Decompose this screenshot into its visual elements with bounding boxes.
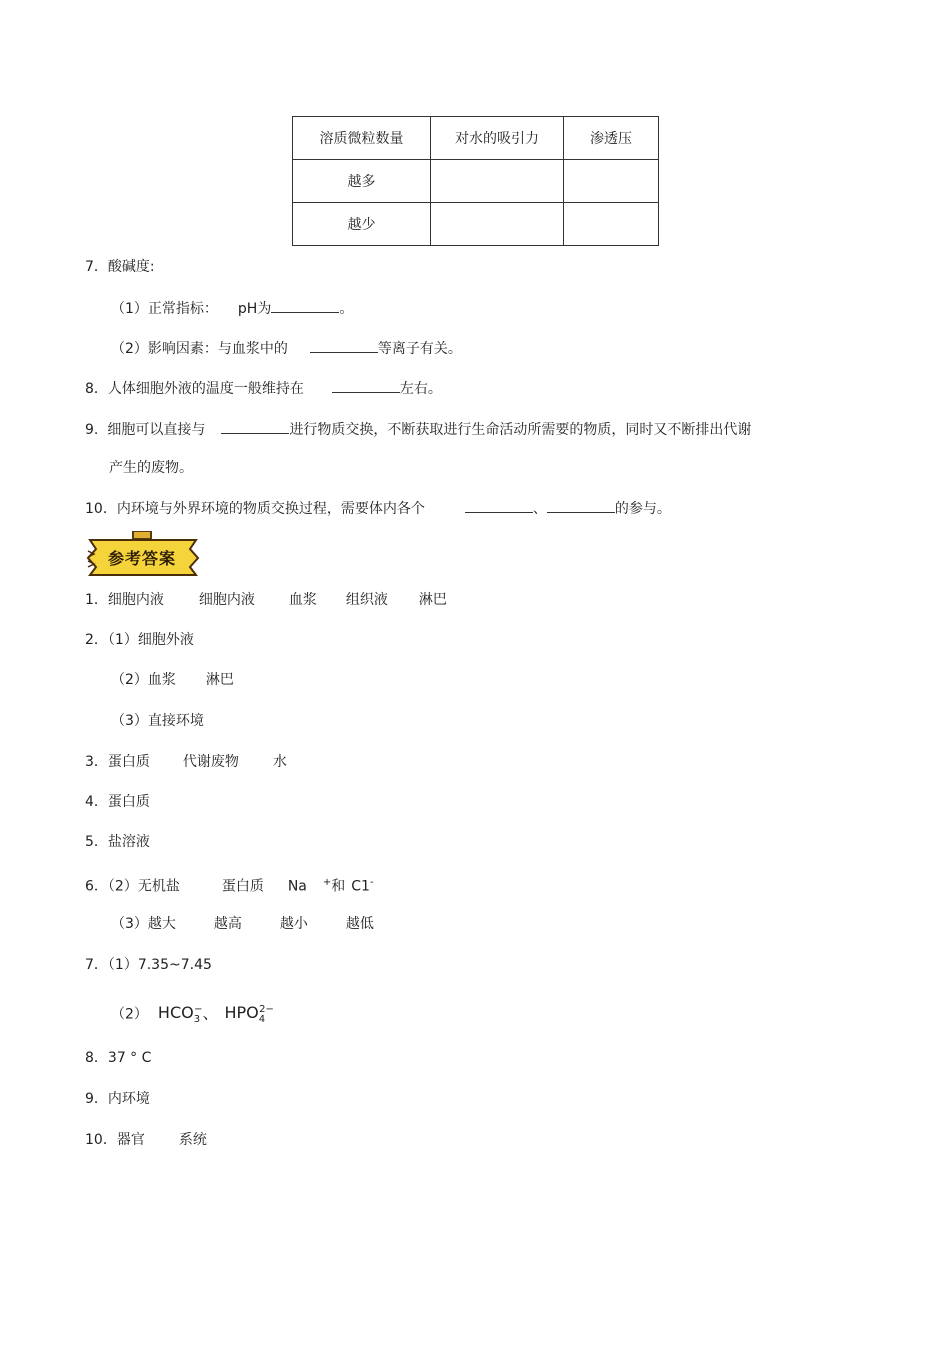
- question-text: 左右。: [399, 381, 442, 397]
- answer-text: （3）越大: [111, 916, 176, 932]
- answer-blank[interactable]: [221, 419, 289, 434]
- answer-text: 细胞内液: [198, 592, 255, 608]
- table-header-cell: 对水的吸引力: [431, 117, 564, 160]
- table-cell: [431, 160, 564, 203]
- answer-10: [85, 1130, 207, 1150]
- chem-text: HCO: [157, 1003, 194, 1023]
- answer-3: [85, 752, 287, 772]
- question-10: [85, 498, 671, 519]
- answer-2-2: [111, 670, 234, 690]
- answer-blank[interactable]: [271, 298, 339, 313]
- table-cell: 越多: [293, 160, 431, 203]
- question-text: 8．人体细胞外液的温度一般维持在: [85, 381, 304, 397]
- answer-4: 4．蛋白质: [85, 794, 150, 810]
- answer-text: 1．细胞内液: [85, 592, 164, 608]
- question-text: 进行物质交换，不断获取进行生命活动所需要的物质，同时又不断排出代谢: [289, 422, 752, 438]
- table-header-cell: 渗透压: [564, 117, 659, 160]
- answer-text: Na: [287, 878, 307, 895]
- answer-text: （2）: [111, 1006, 148, 1023]
- answer-6-3: [111, 914, 374, 934]
- answer-text: 淋巴: [205, 672, 234, 688]
- question-8: [85, 378, 442, 399]
- question-text: 等离子有关。: [377, 341, 462, 357]
- question-text: （1）正常指标：: [111, 301, 218, 317]
- question-7-1: [111, 298, 353, 319]
- answer-1: [85, 590, 447, 610]
- answer-text: 蛋白质: [221, 878, 264, 895]
- question-text: 。: [339, 301, 354, 317]
- question-9-line2: 产生的废物。: [109, 460, 193, 476]
- table-header-cell: 溶质微粒数量: [293, 117, 431, 160]
- answer-blank[interactable]: [310, 338, 378, 353]
- table-row: [293, 160, 659, 203]
- answer-text: 淋巴: [418, 592, 447, 608]
- chem-superscript: −: [194, 1004, 203, 1015]
- answer-blank[interactable]: [465, 498, 533, 513]
- chem-subscript: 3: [193, 1014, 201, 1026]
- chem-hpo4: [224, 1003, 274, 1026]
- table-cell: [564, 160, 659, 203]
- question-7-title: 7．酸碱度:: [85, 259, 155, 275]
- question-number: 9.: [85, 422, 99, 438]
- answer-text: 组织液: [345, 592, 388, 608]
- osmotic-table: [292, 116, 659, 246]
- answer-blank[interactable]: [332, 378, 400, 393]
- answer-blank[interactable]: [547, 498, 615, 513]
- question-9: [85, 419, 751, 440]
- answer-text: 和: [331, 878, 346, 895]
- question-text: （2）影响因素：与血浆中的: [111, 341, 288, 357]
- answer-text: 越小: [279, 916, 308, 932]
- answer-7-1: 7．（1）7.35~7.45: [85, 957, 212, 973]
- chem-superscript: 2−: [259, 1004, 274, 1015]
- question-text: 的参与。: [614, 501, 671, 517]
- answer-text: 血浆: [288, 592, 317, 608]
- answer-text: 越低: [345, 916, 374, 932]
- chem-hco3: [157, 1003, 203, 1026]
- question-text: pH为: [237, 301, 272, 317]
- question-text: 10．内环境与外界环境的物质交换过程，需要体内各个: [85, 501, 425, 517]
- banner-title: 参考答案: [108, 549, 177, 568]
- answer-text: （2）血浆: [111, 672, 176, 688]
- answer-9: 9．内环境: [85, 1091, 150, 1107]
- answer-text: 系统: [178, 1132, 207, 1148]
- answer-superscript: +: [322, 877, 332, 888]
- chem-separator: 、: [202, 1003, 219, 1023]
- answer-6-2: [85, 873, 374, 897]
- answer-text: 代谢废物: [182, 754, 239, 770]
- table-cell: 越少: [293, 203, 431, 246]
- answer-2-3: （3）直接环境: [111, 713, 204, 729]
- answer-superscript: -: [369, 877, 374, 888]
- answer-5: 5．盐溶液: [85, 834, 150, 850]
- table-header-row: [293, 117, 659, 160]
- answer-text: 6．（2）无机盐: [85, 878, 180, 895]
- chem-text: HPO: [224, 1003, 259, 1023]
- answer-text: C1: [351, 878, 370, 895]
- chem-subscript: 4: [258, 1014, 266, 1026]
- answer-banner: [86, 531, 200, 579]
- answer-text: 越高: [213, 916, 242, 932]
- answer-text: 3．蛋白质: [85, 754, 150, 770]
- answer-8: 8．37 ° C: [85, 1050, 152, 1066]
- question-text: 、: [532, 501, 547, 517]
- table-cell: [431, 203, 564, 246]
- answer-text: 水: [272, 754, 287, 770]
- answer-2-1: 2．（1）细胞外液: [85, 632, 194, 648]
- answer-text: 10．器官: [85, 1132, 145, 1148]
- question-text: 细胞可以直接与: [107, 422, 206, 438]
- table-row: [293, 203, 659, 246]
- answer-7-2: [111, 1000, 274, 1031]
- table-cell: [564, 203, 659, 246]
- question-7-2: [111, 338, 462, 359]
